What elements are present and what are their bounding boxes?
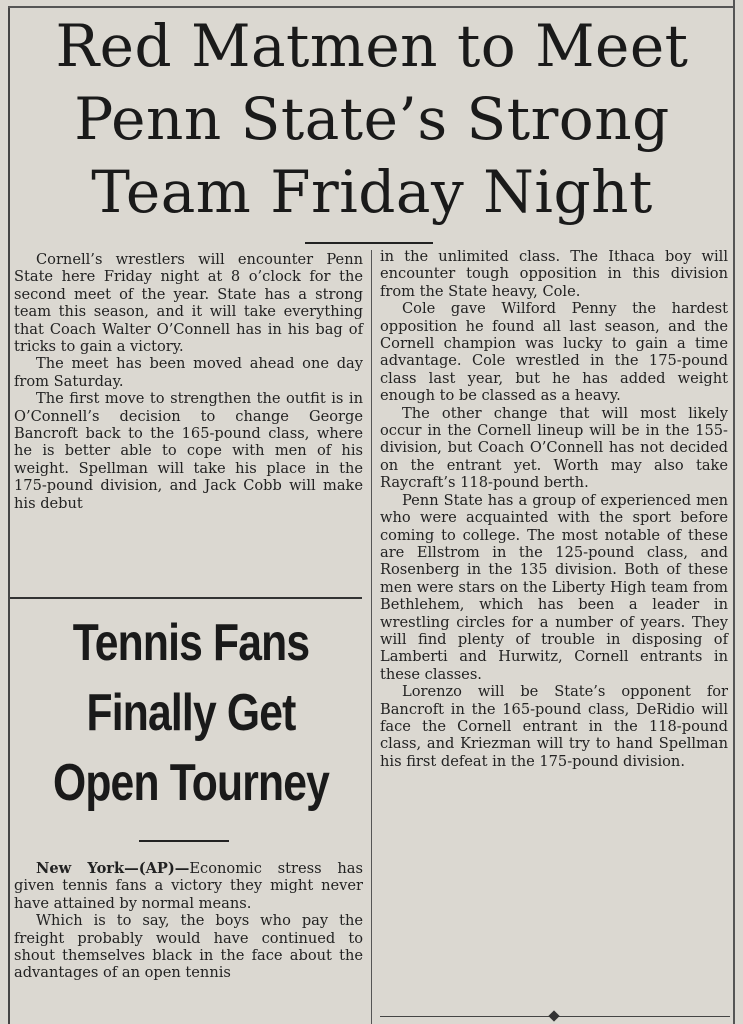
tennis-paragraph: Which is to say, the boys who pay the freight probably would have continued to shout themselves black in the face about the advantages of an open tennis	[14, 912, 363, 982]
wrestling-paragraph: in the unlimited class. The Ithaca boy will encounter tough opposition in this division from the State heavy, Cole.	[380, 248, 728, 300]
wrestling-headline	[14, 10, 730, 229]
tennis-column	[14, 860, 363, 982]
tennis-headline-line-2: Finally Get	[86, 684, 296, 742]
wrestling-paragraph: Cornell’s wrestlers will encounter Penn State here Friday night at 8 o’clock for the second meet of the year. State has a strong team this season, and it will take everything that Coach Walter O’Connell has in his bag of tricks to gain a victory.	[14, 251, 363, 356]
left-border-rule	[8, 8, 10, 1024]
headline-line-1: Red Matmen to Meet	[55, 12, 689, 80]
tennis-headline	[48, 608, 335, 818]
wrestling-paragraph: The other change that will most likely occur in the Cornell lineup will be in the 155-division, but Coach O’Connell has not decided on the entrant yet. Worth may also take Raycraft’s 118-pound berth.	[380, 404, 728, 492]
headline-rule	[305, 242, 433, 244]
top-border-rule	[8, 6, 735, 8]
tennis-paragraph	[14, 860, 363, 912]
headline-line-2: Penn State’s Strong	[74, 85, 670, 153]
right-border-rule	[733, 0, 735, 1024]
wrestling-column-2	[380, 248, 728, 770]
tennis-headline-rule	[139, 840, 229, 842]
dateline: New York—(AP)—	[36, 860, 190, 877]
diamond-ornament-icon	[548, 1010, 559, 1021]
story-separator-rule	[10, 597, 362, 599]
wrestling-column-1	[14, 251, 363, 512]
tennis-headline-line-3: Open Tourney	[52, 754, 330, 812]
tennis-headline-line-1: Tennis Fans	[72, 614, 310, 672]
wrestling-paragraph: The first move to strengthen the outfit is in O’Connell’s decision to change George Bancroft back to the 165-pound class, where he is better able to cope with men of his weight. Spellman will take his place in the 175-pound division, and Jack Cobb will make his debut	[14, 390, 363, 512]
wrestling-paragraph: Lorenzo will be State’s opponent for Bancroft in the 165-pound class, DeRidio will face the Cornell entrant in the 118-pound class, and Kriezman will try to hand Spellman his first defeat in the 175-pound division.	[380, 683, 728, 770]
wrestling-paragraph: Penn State has a group of experienced men who were acquainted with the sport before coming to college. The most notable of these are Ellstrom in the 125-pound class, and Rosenberg in the 135 division. Both of these men were stars on the Liberty High team from Bethlehem, which has been a leader in wrestling circles for a number of years. They will find plenty of trouble in disposing of Lamberti and Hurwitz, Cornell entrants in these classes.	[380, 491, 728, 683]
headline-line-3: Team Friday Night	[91, 158, 653, 226]
column-divider	[371, 250, 372, 1024]
tennis-lead-text: Economic stress has given tennis fans a victory they might never have attained by normal means.	[14, 860, 363, 912]
wrestling-paragraph: Cole gave Wilford Penny the hardest opposition he found all last season, and the Cornell champion was lucky to gain a time advantage. Cole wrestled in the 175-pound class last year, but he has added weight enough to be classed as a heavy.	[380, 300, 728, 405]
wrestling-paragraph: The meet has been moved ahead one day from Saturday.	[14, 355, 363, 390]
